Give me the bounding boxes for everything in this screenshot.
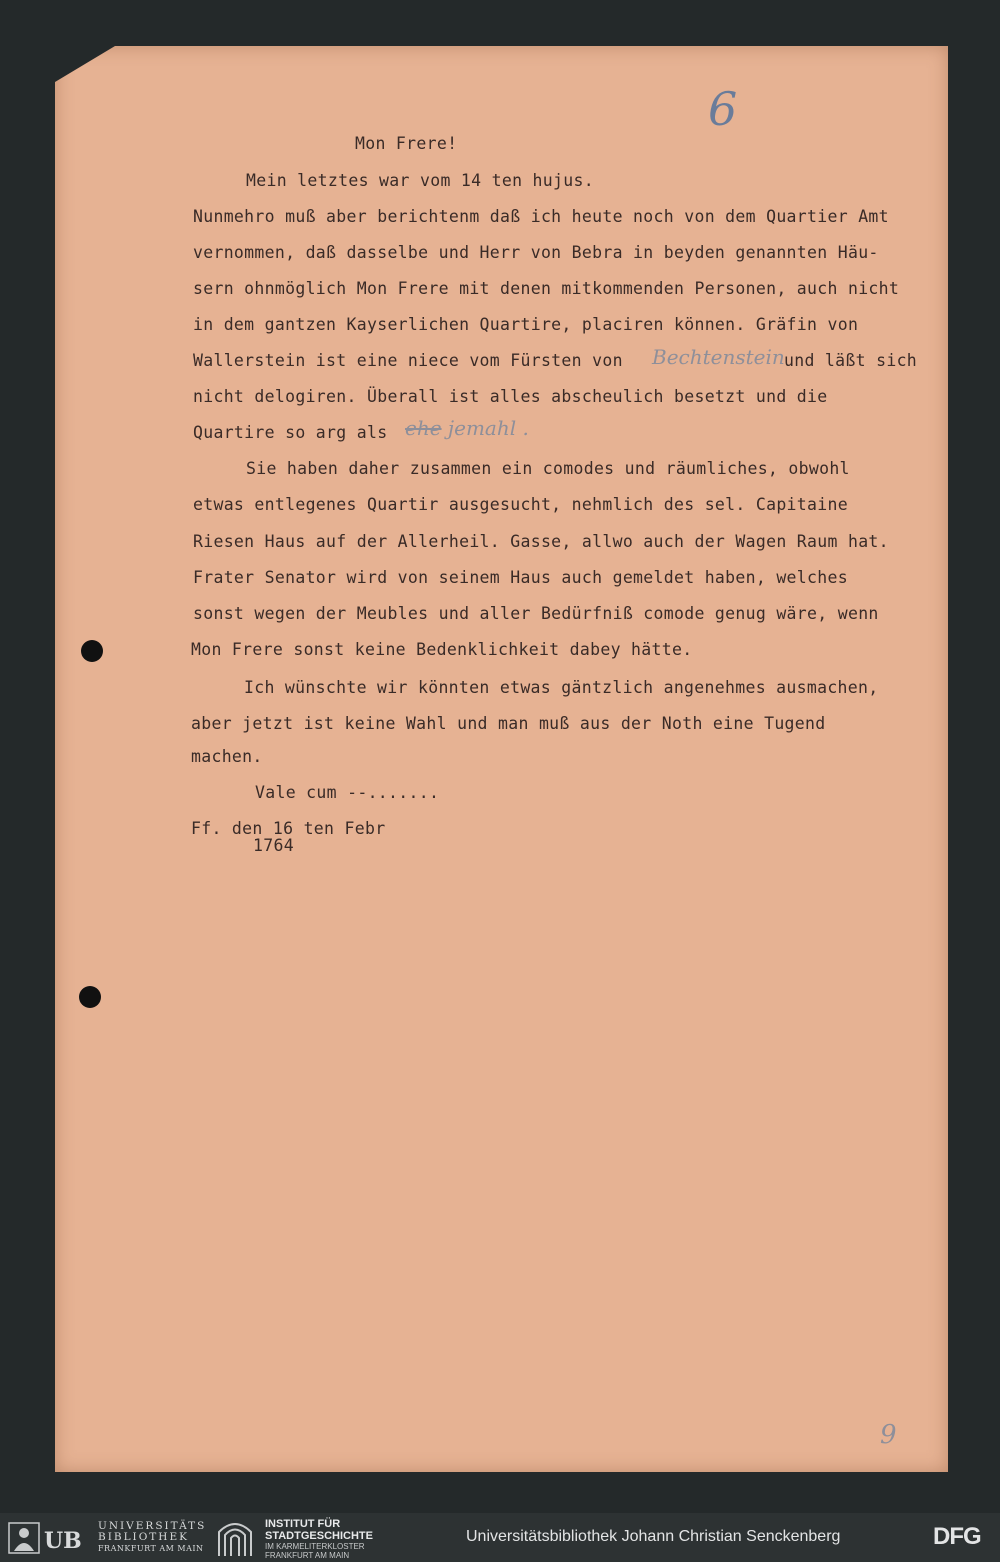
letter-line: Mon Frere sonst keine Bedenklichkeit dabey hätte.	[191, 640, 693, 659]
letter-line: sonst wegen der Meubles und aller Bedürfniß comode genug wäre, wenn	[193, 604, 879, 623]
institute-sub-line: FRANKFURT AM MAIN	[265, 1550, 350, 1560]
institute-title	[265, 1518, 373, 1542]
letter-line: etwas entlegenes Quartir ausgesucht, nehmlich des sel. Capitaine	[193, 495, 848, 514]
letter-line: Quartire so arg als	[193, 423, 388, 442]
date-line: Ff. den 16 ten Febr	[191, 819, 386, 838]
ub-name	[98, 1521, 206, 1554]
year-line: 1764	[253, 836, 294, 855]
ub-line: FRANKFURT AM MAIN	[98, 1544, 204, 1553]
letter-line: Frater Senator wird von seinem Haus auch gemeldet haben, welches	[193, 568, 848, 587]
letter-line: sern ohnmöglich Mon Frere mit denen mitkommenden Personen, auch nicht	[193, 279, 900, 298]
handwritten-phrase: ehe jemahl .	[405, 416, 529, 440]
handwritten-name: Bechtenstein	[652, 345, 785, 369]
torn-corner	[55, 46, 115, 82]
letter-line: nicht delogiren. Überall ist alles abscheulich besetzt und die	[193, 387, 828, 406]
institute-title-line: INSTITUT FÜR	[265, 1518, 341, 1530]
punch-hole	[79, 986, 101, 1008]
ub-logo-icon	[8, 1521, 88, 1555]
footer-bar	[0, 1513, 1000, 1562]
letter-line: Sie haben daher zusammen ein comodes und räumliches, obwohl	[246, 459, 850, 478]
handwritten-folio-number: 9	[880, 1420, 897, 1450]
letter-line: Wallerstein ist eine niece vom Fürsten von	[193, 351, 623, 370]
library-name: Universitätsbibliothek Johann Christian Senckenberg	[466, 1528, 841, 1545]
ub-logo-text: UB	[44, 1528, 82, 1554]
letter-line: und läßt sich	[784, 351, 918, 370]
letter-line: vernommen, daß dasselbe und Herr von Bebra in beyden genannten Häu-	[193, 243, 879, 262]
ub-line: UNIVERSITÄTS	[98, 1520, 207, 1532]
letter-line: Ich wünschte wir könnten etwas gäntzlich angenehmes ausmachen,	[244, 678, 879, 697]
letter-line: Mein letztes war vom 14 ten hujus.	[246, 171, 594, 190]
letter-line: Riesen Haus auf der Allerheil. Gasse, allwo auch der Wagen Raum hat.	[193, 532, 889, 551]
closing: Vale cum --.......	[255, 783, 440, 802]
ub-line: BIBLIOTHEK	[98, 1531, 189, 1543]
institute-subtitle	[265, 1543, 365, 1560]
institute-sub-line: IM KARMELITERKLOSTER	[265, 1542, 365, 1551]
letter-line: aber jetzt ist keine Wahl und man muß aus der Noth eine Tugend	[191, 714, 826, 733]
handwritten-page-number: 6	[708, 82, 738, 136]
institute-title-line: STADTGESCHICHTE	[265, 1530, 373, 1542]
letter-line: in dem gantzen Kayserlichen Quartire, placiren können. Gräfin von	[193, 315, 859, 334]
letter-line: Nunmehro muß aber berichtenm daß ich heute noch von dem Quartier Amt	[193, 207, 889, 226]
punch-hole	[81, 640, 103, 662]
institute-arch-icon	[215, 1518, 255, 1558]
letter-line: machen.	[191, 747, 263, 766]
salutation: Mon Frere!	[355, 134, 458, 153]
dfg-logo: DFG	[933, 1523, 981, 1550]
